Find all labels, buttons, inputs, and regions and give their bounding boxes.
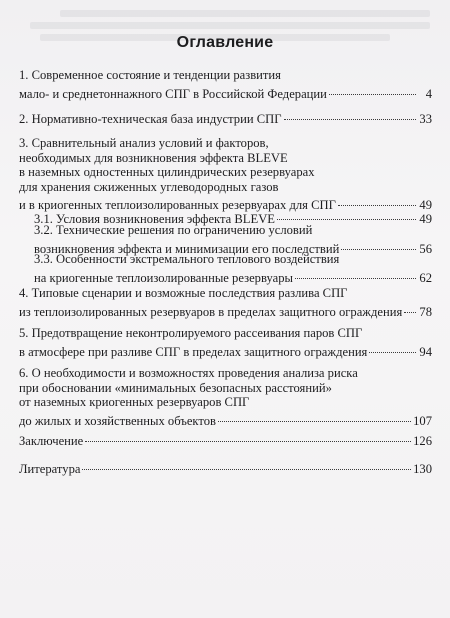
leader-dots bbox=[341, 235, 416, 250]
leader-dots bbox=[82, 455, 411, 470]
toc-entry-text: 3. Сравнительный анализ условий и факторов, bbox=[19, 136, 269, 150]
toc-entry-text: 3.2. Технические решения по ограничению условий bbox=[34, 223, 313, 237]
toc-entry-text: в наземных одностенных цилиндрических резервуарах bbox=[19, 165, 315, 179]
toc-page-number: 62 bbox=[419, 270, 432, 285]
toc-page-number: 78 bbox=[419, 304, 432, 319]
toc-page-number: 49 bbox=[419, 212, 432, 226]
leader-dots bbox=[404, 298, 416, 313]
toc-entry-text: 4. Типовые сценарии и возможные последствия разлива СПГ bbox=[19, 286, 348, 300]
toc-entry-text: при обосновании «минимальных безопасных расстояний» bbox=[19, 380, 332, 395]
toc-entry-5[interactable] bbox=[19, 326, 432, 359]
toc-entry-text: на криогенные теплоизолированные резервуары bbox=[34, 270, 293, 285]
toc-entry-text: в атмосфере при разливе СПГ в пределах защитного ограждения bbox=[19, 344, 368, 359]
toc-page-number: 4 bbox=[425, 86, 432, 101]
leader-dots bbox=[284, 105, 417, 120]
toc-entry-text: от наземных криогенных резервуаров СПГ bbox=[19, 395, 250, 409]
leader-dots bbox=[338, 191, 416, 206]
leader-dots bbox=[277, 205, 416, 220]
toc-entry-text: необходимых для возникновения эффекта BLEVE bbox=[19, 150, 288, 165]
toc-entry-3[interactable] bbox=[19, 136, 432, 213]
leader-dots bbox=[369, 338, 416, 353]
toc-subentry-3-3[interactable] bbox=[19, 252, 432, 285]
toc-entry-literature[interactable] bbox=[19, 458, 432, 477]
toc-entry-text: возникновения эффекта и минимизации его последствий bbox=[34, 241, 340, 256]
toc-entry-conclusion[interactable] bbox=[19, 430, 432, 449]
toc-entry-text: 3.3. Особенности экстремального теплового воздействия bbox=[34, 252, 340, 266]
toc-entry-1[interactable] bbox=[19, 68, 432, 101]
toc-entry-text: мало- и среднетоннажного СПГ в Российской Федерации bbox=[19, 86, 327, 101]
toc-entry-4[interactable] bbox=[19, 286, 432, 319]
toc-entry-text: из теплоизолированных резервуаров в пределах защитного ограждения bbox=[19, 304, 403, 319]
toc-entry-text: 3.1. Условия возникновения эффекта BLEVE bbox=[34, 212, 275, 226]
toc-page-number: 126 bbox=[413, 434, 432, 448]
leader-dots bbox=[329, 80, 416, 95]
toc-page-number: 130 bbox=[413, 462, 432, 476]
toc-entry-text: Литература bbox=[19, 462, 81, 476]
toc-page-number: 94 bbox=[419, 344, 432, 359]
toc-entry-text: 6. О необходимости и возможностях проведения анализа риска bbox=[19, 366, 358, 380]
leader-dots bbox=[85, 427, 411, 442]
toc-entry-text: до жилых и хозяйственных объектов bbox=[19, 413, 216, 428]
toc-entry-text: Заключение bbox=[19, 434, 84, 448]
toc-entry-text: для хранения сжиженных углеводородных газов bbox=[19, 179, 279, 194]
toc-entry-text: 5. Предотвращение неконтролируемого рассеивания паров СПГ bbox=[19, 326, 363, 340]
toc-entry-text: 2. Нормативно-техническая база индустрии СПГ bbox=[19, 112, 282, 126]
toc-entry-text: 1. Современное состояние и тенденции развития bbox=[19, 68, 281, 82]
toc-page-number: 56 bbox=[419, 241, 432, 256]
toc-page-number: 49 bbox=[419, 198, 432, 212]
toc-entry-6[interactable] bbox=[19, 366, 432, 428]
leader-dots bbox=[295, 264, 416, 279]
toc-page-number: 33 bbox=[419, 112, 432, 126]
leader-dots bbox=[218, 407, 411, 422]
toc-entry-text: и в криогенных теплоизолированных резервуарах для СПГ bbox=[19, 198, 336, 212]
page-title: Оглавление bbox=[176, 34, 274, 51]
toc-page-number: 107 bbox=[413, 413, 432, 428]
toc-entry-2[interactable] bbox=[19, 108, 432, 127]
